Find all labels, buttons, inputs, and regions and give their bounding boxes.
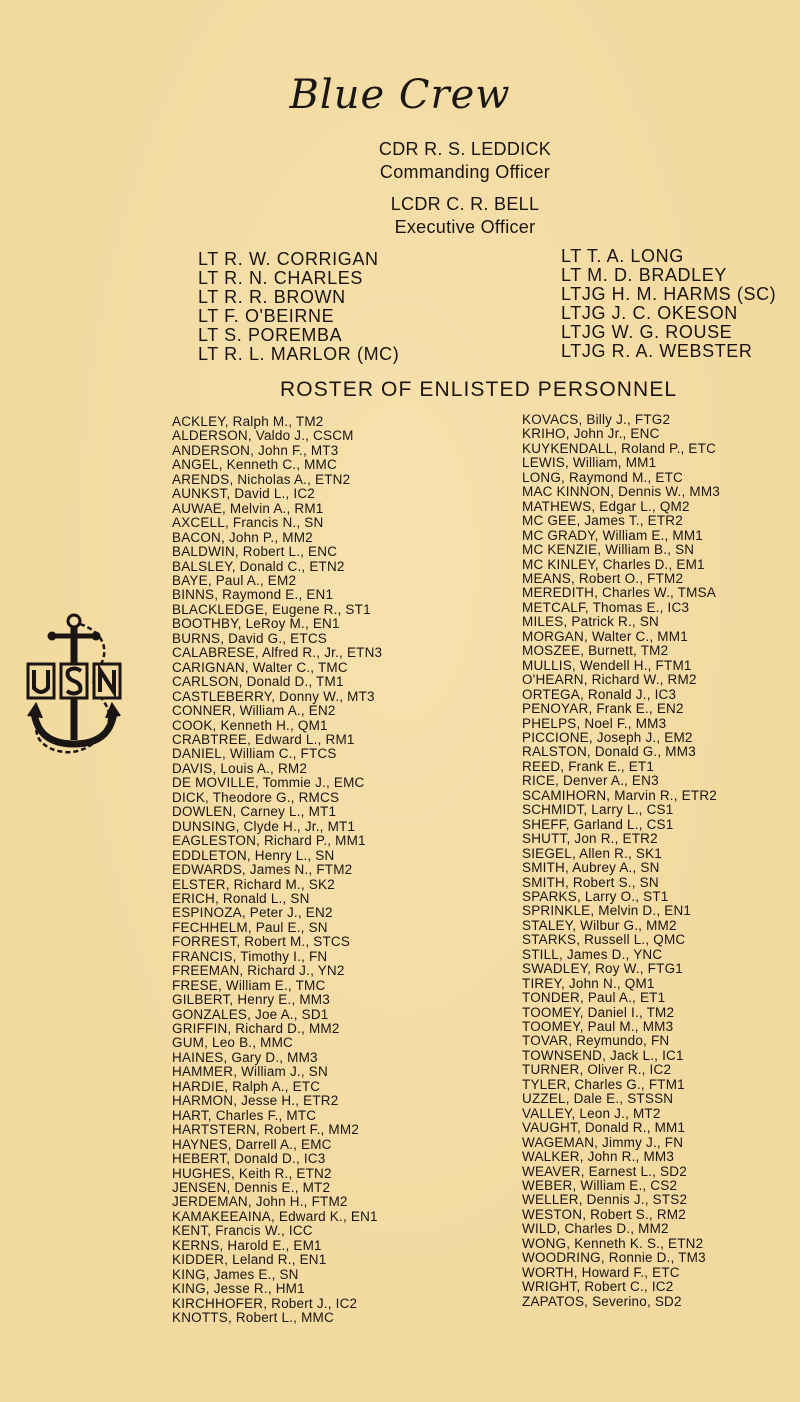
- roster-entry: WAGEMAN, Jimmy J., FN: [522, 1134, 684, 1150]
- roster-entry: SMITH, Robert S., SN: [522, 874, 659, 890]
- roster-left-column: [172, 415, 382, 1326]
- roster-entry: STARKS, Russell L., QMC: [522, 932, 686, 948]
- roster-heading: ROSTER OF ENLISTED PERSONNEL: [280, 378, 678, 401]
- roster-entry: TURNER, Oliver R., IC2: [522, 1062, 672, 1078]
- roster-entry: KAMAKEEAINA, Edward K., EN1: [172, 1208, 378, 1224]
- roster-entry: VAUGHT, Donald R., MM1: [522, 1120, 686, 1136]
- roster-entry: SCAMIHORN, Marvin R., ETR2: [522, 787, 717, 803]
- roster-entry: GONZALES, Joe A., SD1: [172, 1006, 329, 1022]
- officers-right-column: [561, 247, 776, 361]
- roster-entry: UZZEL, Dale E., STSSN: [522, 1091, 674, 1107]
- roster-entry: ANGEL, Kenneth C., MMC: [172, 457, 337, 473]
- roster-entry: MOSZEE, Burnett, TM2: [522, 643, 669, 659]
- roster-entry: LEWIS, William, MM1: [522, 455, 657, 471]
- roster-entry: TOVAR, Reymundo, FN: [522, 1033, 670, 1049]
- roster-entry: ARENDS, Nicholas A., ETN2: [172, 471, 351, 487]
- roster-entry: JENSEN, Dennis E., MT2: [172, 1180, 331, 1196]
- roster-entry: HEBERT, Donald D., IC3: [172, 1151, 326, 1167]
- executive-officer-role: Executive Officer: [394, 217, 536, 237]
- roster-entry: CASTLEBERRY, Donny W., MT3: [172, 688, 375, 704]
- roster-entry: MC GRADY, William E., MM1: [522, 527, 704, 543]
- roster-entry: WOODRING, Ronnie D., TM3: [522, 1250, 706, 1266]
- commanding-officer-name: CDR R. S. LEDDICK: [378, 139, 552, 159]
- roster-entry: HAYNES, Darrell A., EMC: [172, 1136, 332, 1152]
- officer-name: LT R. L. MARLOR (MC): [198, 344, 400, 364]
- roster-entry: WRIGHT, Robert C., IC2: [522, 1279, 674, 1295]
- roster-entry: WILD, Charles D., MM2: [522, 1221, 669, 1237]
- roster-entry: WELLER, Dennis J., STS2: [522, 1192, 688, 1208]
- roster-entry: BOOTHBY, LeRoy M., EN1: [172, 616, 340, 632]
- roster-entry: EDDLETON, Henry L., SN: [172, 847, 335, 863]
- roster-entry: KING, Jesse R., HM1: [172, 1281, 305, 1297]
- roster-entry: HAMMER, William J., SN: [172, 1064, 328, 1080]
- officer-name: LTJG W. G. ROUSE: [561, 322, 733, 342]
- roster-entry: AUWAE, Melvin A., RM1: [172, 500, 324, 516]
- roster-entry: KENT, Francis W., ICC: [172, 1223, 313, 1239]
- roster-entry: COOK, Kenneth H., QM1: [172, 717, 328, 733]
- roster-entry: DE MOVILLE, Tommie J., EMC: [172, 775, 365, 791]
- roster-entry: MEANS, Robert O., FTM2: [522, 570, 684, 586]
- roster-entry: MC GEE, James T., ETR2: [522, 513, 683, 529]
- roster-entry: CARLSON, Donald D., TM1: [172, 674, 344, 690]
- roster-entry: O'HEARN, Richard W., RM2: [522, 672, 697, 688]
- roster-entry: ORTEGA, Ronald J., IC3: [522, 686, 677, 702]
- officer-name: LT R. N. CHARLES: [198, 268, 363, 288]
- roster-entry: EDWARDS, James N., FTM2: [172, 862, 353, 878]
- roster-entry: TIREY, John N., QM1: [522, 975, 655, 991]
- roster-entry: DAVIS, Louis A., RM2: [172, 760, 308, 776]
- officer-name: LT M. D. BRADLEY: [561, 265, 727, 285]
- roster-entry: MC KINLEY, Charles D., EM1: [522, 556, 705, 572]
- roster-entry: SPRINKLE, Melvin D., EN1: [522, 903, 692, 919]
- roster-entry: WONG, Kenneth K. S., ETN2: [522, 1235, 704, 1251]
- officers-left-column: [198, 250, 399, 364]
- roster-entry: BAYE, Paul A., EM2: [172, 572, 297, 588]
- roster-entry: PICCIONE, Joseph J., EM2: [522, 729, 693, 745]
- roster-entry: RICE, Denver A., EN3: [522, 773, 659, 789]
- executive-officer-block: [0, 193, 800, 239]
- page-title: Blue Crew: [289, 72, 511, 118]
- roster-entry: ERICH, Ronald L., SN: [172, 890, 310, 906]
- roster-entry: WALKER, John R., MM3: [522, 1149, 675, 1165]
- roster-entry: KIDDER, Leland R., EN1: [172, 1252, 327, 1268]
- officer-name: LTJG R. A. WEBSTER: [561, 341, 753, 361]
- roster-entry: AUNKST, David L., IC2: [172, 486, 315, 502]
- officer-name: LT F. O'BEIRNE: [198, 306, 335, 326]
- roster-entry: AXCELL, Francis N., SN: [172, 515, 324, 531]
- roster-entry: SMITH, Aubrey A., SN: [522, 860, 660, 876]
- usn-anchor-icon: [24, 612, 124, 762]
- usn-lettering: [28, 664, 120, 698]
- roster-entry: BALSLEY, Donald C., ETN2: [172, 558, 345, 574]
- roster-entry: TYLER, Charles G., FTM1: [522, 1076, 685, 1092]
- roster-entry: BLACKLEDGE, Eugene R., ST1: [172, 601, 371, 617]
- roster-entry: CONNER, William A., EN2: [172, 703, 336, 719]
- roster-entry: VALLEY, Leon J., MT2: [522, 1105, 661, 1121]
- officer-name: LT R. W. CORRIGAN: [198, 249, 379, 269]
- roster-entry: SIEGEL, Allen R., SK1: [522, 845, 663, 861]
- roster-entry: TOWNSEND, Jack L., IC1: [522, 1047, 684, 1063]
- roster-entry: HARDIE, Ralph A., ETC: [172, 1078, 321, 1094]
- roster-entry: DOWLEN, Carney L., MT1: [172, 804, 337, 820]
- roster-entry: WEAVER, Earnest L., SD2: [522, 1163, 687, 1179]
- roster-right-column: [522, 413, 720, 1309]
- commanding-officer-role: Commanding Officer: [379, 162, 551, 182]
- roster-entry: SCHMIDT, Larry L., CS1: [522, 802, 674, 818]
- roster-entry: BACON, John P., MM2: [172, 529, 313, 545]
- roster-entry: KING, James E., SN: [172, 1266, 299, 1282]
- roster-entry: BURNS, David G., ETCS: [172, 630, 327, 646]
- roster-entry: CARIGNAN, Walter C., TMC: [172, 659, 348, 675]
- roster-entry: HUGHES, Keith R., ETN2: [172, 1165, 332, 1181]
- roster-entry: SPARKS, Larry O., ST1: [522, 888, 669, 904]
- roster-entry: STILL, James D., YNC: [522, 946, 663, 962]
- roster-entry: HARMON, Jesse H., ETR2: [172, 1093, 339, 1109]
- roster-entry: KIRCHHOFER, Robert J., IC2: [172, 1295, 358, 1311]
- roster-entry: WEBER, William E., CS2: [522, 1178, 678, 1194]
- roster-entry: KRIHO, John Jr., ENC: [522, 426, 660, 442]
- roster-entry: LONG, Raymond M., ETC: [522, 469, 683, 485]
- roster-entry: FRESE, William E., TMC: [172, 977, 326, 993]
- officer-name: LT S. POREMBA: [198, 325, 343, 345]
- roster-entry: FRANCIS, Timothy I., FN: [172, 948, 328, 964]
- roster-entry: KUYKENDALL, Roland P., ETC: [522, 440, 717, 456]
- roster-entry: WORTH, Howard F., ETC: [522, 1264, 680, 1280]
- roster-entry: HAINES, Gary D., MM3: [172, 1049, 318, 1065]
- roster-entry: MILES, Patrick R., SN: [522, 614, 659, 630]
- roster-entry: EAGLESTON, Richard P., MM1: [172, 833, 366, 849]
- roster-entry: MULLIS, Wendell H., FTM1: [522, 657, 692, 673]
- roster-entry: METCALF, Thomas E., IC3: [522, 599, 690, 615]
- roster-entry: WESTON, Robert S., RM2: [522, 1206, 686, 1222]
- roster-entry: KERNS, Harold E., EM1: [172, 1237, 322, 1253]
- roster-entry: BALDWIN, Robert L., ENC: [172, 544, 338, 560]
- roster-entry: GRIFFIN, Richard D., MM2: [172, 1021, 340, 1037]
- officer-name: LTJG H. M. HARMS (SC): [561, 284, 777, 304]
- roster-entry: HART, Charles F., MTC: [172, 1107, 317, 1123]
- officer-name: LT T. A. LONG: [561, 246, 684, 266]
- roster-entry: JERDEMAN, John H., FTM2: [172, 1194, 348, 1210]
- roster-entry: KNOTTS, Robert L., MMC: [172, 1310, 334, 1326]
- roster-entry: FECHHELM, Paul E., SN: [172, 919, 328, 935]
- roster-entry: CALABRESE, Alfred R., Jr., ETN3: [172, 645, 383, 661]
- roster-entry: ESPINOZA, Peter J., EN2: [172, 905, 333, 921]
- roster-entry: HARTSTERN, Robert F., MM2: [172, 1122, 360, 1138]
- roster-entry: ACKLEY, Ralph M., TM2: [172, 414, 324, 429]
- officer-name: LTJG J. C. OKESON: [561, 303, 738, 323]
- roster-entry: MEREDITH, Charles W., TMSA: [522, 585, 716, 601]
- roster-entry: CRABTREE, Edward L., RM1: [172, 731, 355, 747]
- roster-entry: FORREST, Robert M., STCS: [172, 934, 351, 950]
- roster-entry: FREEMAN, Richard J., YN2: [172, 963, 345, 979]
- roster-entry: STALEY, Wilbur G., MM2: [522, 917, 677, 933]
- roster-entry: MAC KINNON, Dennis W., MM3: [522, 484, 720, 500]
- roster-entry: GUM, Leo B., MMC: [172, 1035, 293, 1051]
- roster-entry: SHUTT, Jon R., ETR2: [522, 831, 658, 847]
- roster-entry: DUNSING, Clyde H., Jr., MT1: [172, 818, 356, 834]
- roster-entry: ALDERSON, Valdo J., CSCM: [172, 428, 354, 444]
- roster-entry: TONDER, Paul A., ET1: [522, 990, 666, 1006]
- roster-entry: SWADLEY, Roy W., FTG1: [522, 961, 683, 977]
- roster-entry: KOVACS, Billy J., FTG2: [522, 412, 671, 427]
- roster-entry: MORGAN, Walter C., MM1: [522, 628, 688, 644]
- roster-entry: GILBERT, Henry E., MM3: [172, 992, 330, 1008]
- roster-entry: MC KENZIE, William B., SN: [522, 542, 695, 558]
- roster-entry: PHELPS, Noel F., MM3: [522, 715, 667, 731]
- roster-entry: BINNS, Raymond E., EN1: [172, 587, 334, 603]
- officer-name: LT R. R. BROWN: [198, 287, 346, 307]
- roster-entry: DICK, Theodore G., RMCS: [172, 789, 340, 805]
- roster-entry: DANIEL, William C., FTCS: [172, 746, 337, 762]
- roster-entry: ANDERSON, John F., MT3: [172, 442, 339, 458]
- commanding-officer-block: [0, 138, 800, 184]
- roster-entry: MATHEWS, Edgar L., QM2: [522, 498, 690, 514]
- roster-entry: REED, Frank E., ET1: [522, 758, 655, 774]
- roster-entry: ELSTER, Richard M., SK2: [172, 876, 335, 892]
- executive-officer-name: LCDR C. R. BELL: [390, 194, 540, 214]
- roster-entry: TOOMEY, Daniel I., TM2: [522, 1004, 675, 1020]
- roster-entry: RALSTON, Donald G., MM3: [522, 744, 696, 760]
- roster-entry: ZAPATOS, Severino, SD2: [522, 1293, 682, 1309]
- roster-entry: TOOMEY, Paul M., MM3: [522, 1019, 674, 1035]
- roster-entry: SHEFF, Garland L., CS1: [522, 816, 674, 832]
- roster-entry: PENOYAR, Frank E., EN2: [522, 701, 684, 717]
